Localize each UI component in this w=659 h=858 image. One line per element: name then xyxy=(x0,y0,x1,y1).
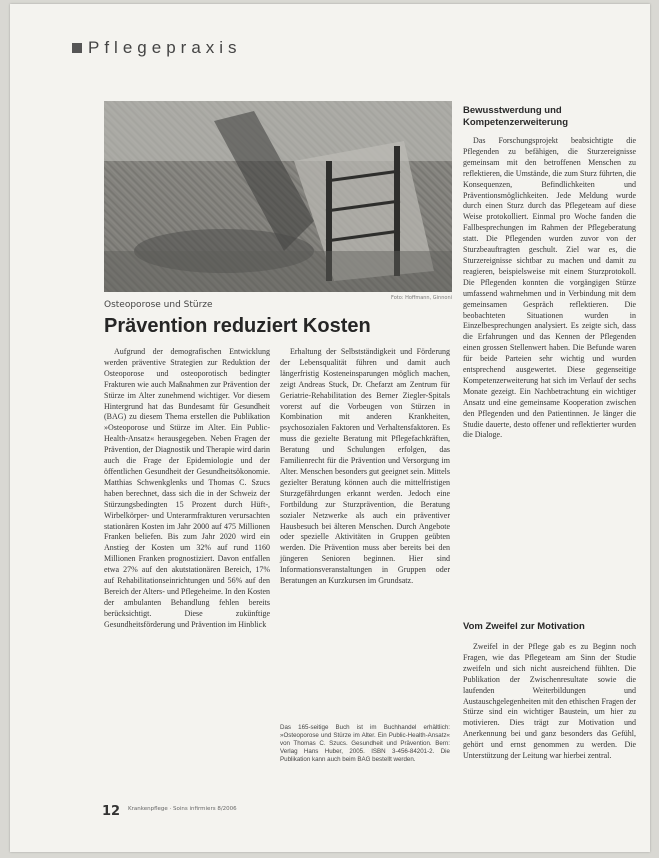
magazine-page xyxy=(10,4,650,852)
article-column-1 xyxy=(104,347,270,827)
page-number: 12 xyxy=(102,804,121,819)
subheading-motivation: Vom Zweifel zur Motivation xyxy=(463,621,585,632)
article-title: Prävention reduziert Kosten xyxy=(104,315,371,337)
section-header xyxy=(72,38,242,58)
column-3-text-b: Zweifel in der Pflege gab es zu Beginn noch Fragen, wie das Pflegeteam am Sinn der Studie zweifeln und sich nicht ausreichend fühlten. Die Publikation der Zwischenresultate sowie die laufenden Weiterbildungen und Austauschgelegenheiten mit den ethischen Fragen der Stürze sind ein wichtiger Baustein, um hier zu motivieren. Dies trägt zur Motivation und Anerkennung bei und ganz besonders das Gefühl, gehört und ernst genommen zu werden. Die Unterstützung der Leitung war hierbei zentral. xyxy=(463,642,636,761)
section-marker-icon xyxy=(72,43,82,53)
column-3-text-a: Das Forschungsprojekt beabsichtigte die Pflegenden zu befähigen, die Sturzereignisse gemeinsam mit den betroffenen Menschen zu reflektieren, die Umstände, die zum Sturz führten, die Konsequenzen, Befindlichkeiten und Präventionsmöglichkeiten. Jede Meldung wurde durch einen Sturz durch das Pflegeteam auf diese Weise protokolliert. Einmal pro Woche fanden die Fallbesprechungen im Rahmen der Pflegeberatung statt. Die Pflegenden wurden zuvor von der Sturzbeauftragten geschult. Ziel war es, die Sturzereignisse sichtbar zu machen und damit zu reagieren, beispielsweise mit einem Sturzprotokoll. Die Pflegenden konnten die vorgängigen Stürze umfassend wahrnehmen und in Verbindung mit dem gemeinsamen Gespräch reflektieren. Die beobachteten Situationen wurden in Einzelbesprechungen analysiert. Es zeigte sich, dass die Erfahrungen und das Kennen der Pflegenden einen grossen Stellenwert haben. Die Befunde waren für beide Parteien sehr wichtig und wurden entsprechend ausgewertet. Diese gegenseitige Kompetenzerweiterung hat sich im Verlauf der sechs Monate gezeigt. Ein Nachbetrachtung ein wichtiger Ansatz und eine gemeinsame Kooperation zwischen den Pflegenden und den Patientinnen. Je länger die Studie dauerte, desto offener und reflektierter wurden die Dialoge. xyxy=(463,136,636,440)
column-1-text: Aufgrund der demografischen Entwicklung werden präventive Strategien zur Reduktion der Osteoporose und osteoporotisch bedingter Frakturen wie auch Maßnahmen zur Prävention der Stürze im Alter zunehmend wichtiger. Vor diesem Hintergrund hat das Bundesamt für Gesundheit (BAG) zu diesem Thema erstellen die Publikation »Osteoporose und Stürze im Alter. Ein Public-Health-Ansatz« herausgegeben. Neben Fragen der Prävention, der Diagnostik und Therapie wird darin auch die Frage der Epidemiologie und der öffentlichen Gesundheit der Gesundheitsökonomie. Matthias Schwenkglenks und Thomas C. Szucs haben berechnet, dass sich die in der Schweiz der Stürzungsbedingten 15 Prozent durch Hüft-, Wirbelkörper- und Unterarmfrakturen verursachten stationären Kosten im Jahr 2000 auf 475 Millionen Franken beliefen. Bis zum Jahr 2020 wird ein Anstieg der Kosten um 32% auf rund 1160 Millionen Franken prognostiziert. Davon entfallen etwa 27% auf den akutstationären Bereich, 17% auf Rehabilitationseinrichtungen und 56% auf den Bereich der Alters- und Pflegeheime. In den Kosten der ambulanten Behandlung fehlen bereits berücksichtigt. Diese zukünftige Gesundheitsförderung und Prävention im Hinblick xyxy=(104,347,270,629)
article-column-2 xyxy=(280,347,450,697)
article-column-3 xyxy=(463,136,636,804)
photo-scene-illustration xyxy=(104,101,452,292)
photo-credit: Foto: Hoffmann, Ginnoni xyxy=(391,295,452,301)
article-kicker: Osteoporose und Stürze xyxy=(104,300,213,310)
column-2-text: Erhaltung der Selbstständigkeit und Förderung der Lebensqualität führen und damit auch längerfristig Kosteneinsparungen möglich machen, zeigt Andreas Stuck, Dr. Chefarzt am Zentrum für Geriatrie-Rehabilitation des Berner Ziegler-Spitals vorerst auf die Vorbeugen von Stürzen in Kombination mit anderen Krankheiten, psychosozialen Faktoren und Verhaltensfaktoren. Es muss die gezielte Beratung mit Pflegefachkräften, Beratung und Schulungen erfolgen, das Familienrecht für die Prävention und Versorgung im Alter. Menschen besonders gut geeignet sein. Mittels gezielter Beratung können auch die mittelfristigen Sturzgefährdungen erkannt werden. Jedoch eine Fortbildung zur Sturzprävention, die Beratung sozialer Netzwerke als auch ein präventiver Hausbesuch bei älteren Menschen. Durch Angebote oder spezielle Aktivitäten in Gruppen geübten werden. Die Prävention muss aber bereits bei den jüngeren Senioren beginnen. Hier sind Informationsveranstaltungen in Gruppen oder Beratungen an Kurzkursen im Grundsatz. xyxy=(280,347,450,586)
book-footnote: Das 165-seitige Buch ist im Buchhandel erhältlich: »Osteoporose und Stürze im Alter. Ein Public-Health-Ansatz« von Thomas C. Szucs. Gesundheit und Prävention. Bern: Verlag Hans Huber, 2005. ISBN 3-456-84201-2. Die Publikation kann auch beim BAG bestellt werden. xyxy=(280,724,450,763)
article-photo xyxy=(104,101,452,292)
subheading-awareness: Bewusstwerdung und Kompetenzerweiterung xyxy=(463,105,569,128)
journal-reference: Krankenpflege · Soins infirmiers 8/2006 xyxy=(128,806,237,812)
section-label: Pflegepraxis xyxy=(88,38,242,57)
